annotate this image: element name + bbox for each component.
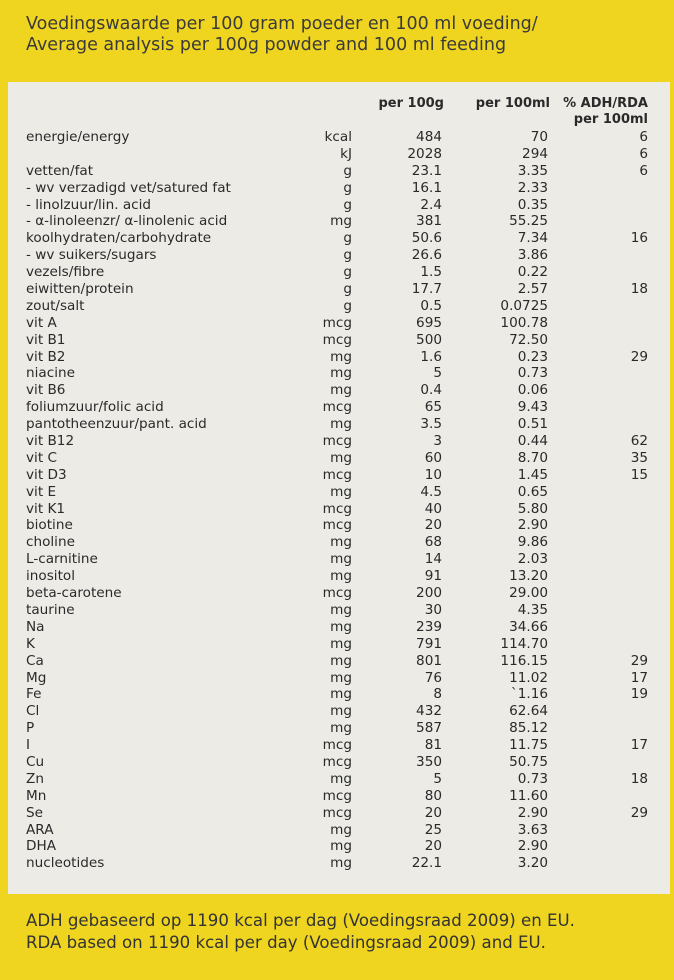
table-row bbox=[8, 247, 670, 264]
nutrient-name: eiwitten/protein bbox=[26, 281, 134, 298]
value-per-100g: 22.1 bbox=[411, 855, 442, 872]
value-per-100ml: 3.63 bbox=[517, 821, 548, 838]
value-per-100ml: 85.12 bbox=[509, 720, 548, 737]
value-rda-percent: 6 bbox=[639, 145, 648, 162]
nutrient-name: Cu bbox=[26, 753, 45, 770]
value-per-100g: 10 bbox=[424, 466, 442, 483]
table-row bbox=[8, 619, 670, 636]
nutrient-name: beta-carotene bbox=[26, 585, 122, 602]
value-per-100g: 76 bbox=[424, 669, 442, 686]
value-per-100ml: `1.16 bbox=[510, 686, 548, 703]
value-per-100ml: 5.80 bbox=[517, 500, 548, 517]
value-rda-percent: 16 bbox=[630, 230, 648, 247]
nutrient-name: foliumzuur/folic acid bbox=[26, 399, 164, 416]
table-row bbox=[8, 602, 670, 619]
value-per-100g: 91 bbox=[424, 568, 442, 585]
value-per-100g: 3.5 bbox=[420, 416, 442, 433]
value-rda-percent: 29 bbox=[630, 652, 648, 669]
table-row bbox=[8, 551, 670, 568]
nutrient-unit: mcg bbox=[322, 804, 352, 821]
table-row bbox=[8, 517, 670, 534]
value-per-100g: 14 bbox=[424, 551, 442, 568]
nutrient-unit: mg bbox=[330, 382, 352, 399]
value-rda-percent: 6 bbox=[639, 129, 648, 145]
value-per-100ml: 9.86 bbox=[517, 534, 548, 551]
value-per-100ml: 0.73 bbox=[517, 770, 548, 787]
value-per-100g: 26.6 bbox=[411, 247, 442, 264]
value-per-100g: 1.5 bbox=[420, 264, 442, 281]
table-row bbox=[8, 264, 670, 281]
value-per-100g: 5 bbox=[433, 365, 442, 382]
nutrient-name: Se bbox=[26, 804, 43, 821]
table-row bbox=[8, 315, 670, 332]
nutrient-name: vit D3 bbox=[26, 466, 67, 483]
nutrient-name: ARA bbox=[26, 821, 54, 838]
nutrient-unit: mg bbox=[330, 213, 352, 230]
value-per-100g: 80 bbox=[424, 787, 442, 804]
value-per-100g: 4.5 bbox=[420, 483, 442, 500]
value-per-100ml: 0.65 bbox=[517, 483, 548, 500]
table-row bbox=[8, 737, 670, 754]
value-per-100ml: 9.43 bbox=[517, 399, 548, 416]
value-per-100g: 200 bbox=[416, 585, 442, 602]
value-per-100g: 791 bbox=[416, 635, 442, 652]
value-per-100ml: 3.35 bbox=[517, 162, 548, 179]
value-per-100ml: 100.78 bbox=[500, 314, 548, 331]
nutrient-name: niacine bbox=[26, 365, 75, 382]
nutrient-name: vit E bbox=[26, 483, 57, 500]
value-per-100ml: 70 bbox=[530, 129, 548, 145]
table-row bbox=[8, 180, 670, 197]
table-row bbox=[8, 146, 670, 163]
value-per-100g: 801 bbox=[416, 652, 442, 669]
value-per-100ml: 11.60 bbox=[509, 787, 548, 804]
nutrient-name: Zn bbox=[26, 770, 44, 787]
value-per-100g: 20 bbox=[424, 517, 442, 534]
value-per-100g: 0.4 bbox=[420, 382, 442, 399]
table-row bbox=[8, 298, 670, 315]
column-header-per-100g: per 100g bbox=[378, 96, 444, 111]
table-row bbox=[8, 754, 670, 771]
value-per-100ml: 2.33 bbox=[517, 179, 548, 196]
nutrient-unit: mg bbox=[330, 601, 352, 618]
label-footer bbox=[26, 910, 666, 953]
table-header-row bbox=[8, 96, 670, 129]
value-per-100ml: 55.25 bbox=[509, 213, 548, 230]
nutrient-name: vit B6 bbox=[26, 382, 66, 399]
value-per-100ml: 1.45 bbox=[517, 466, 548, 483]
value-rda-percent: 18 bbox=[630, 281, 648, 298]
nutrient-unit: g bbox=[343, 281, 352, 298]
table-row bbox=[8, 197, 670, 214]
column-header-rda-line1: % ADH/RDA bbox=[563, 96, 648, 111]
value-rda-percent: 6 bbox=[639, 162, 648, 179]
value-per-100g: 16.1 bbox=[411, 179, 442, 196]
value-per-100g: 40 bbox=[424, 500, 442, 517]
table-row bbox=[8, 129, 670, 146]
column-header-rda bbox=[563, 96, 648, 128]
nutrient-unit: mcg bbox=[322, 331, 352, 348]
value-per-100ml: 34.66 bbox=[509, 618, 548, 635]
nutrient-name: Fe bbox=[26, 686, 42, 703]
nutrient-unit: mcg bbox=[322, 517, 352, 534]
value-per-100ml: 0.44 bbox=[517, 433, 548, 450]
value-per-100ml: 29.00 bbox=[509, 585, 548, 602]
nutrient-unit: mg bbox=[330, 770, 352, 787]
nutrient-unit: mcg bbox=[322, 585, 352, 602]
nutrient-name: zout/salt bbox=[26, 297, 85, 314]
nutrient-name: Na bbox=[26, 618, 45, 635]
value-per-100ml: 0.0725 bbox=[500, 297, 548, 314]
value-per-100ml: 0.51 bbox=[517, 416, 548, 433]
table-row bbox=[8, 534, 670, 551]
value-per-100g: 30 bbox=[424, 601, 442, 618]
value-rda-percent: 18 bbox=[630, 770, 648, 787]
value-per-100g: 3 bbox=[433, 433, 442, 450]
table-row bbox=[8, 653, 670, 670]
table-row bbox=[8, 686, 670, 703]
nutrient-name: biotine bbox=[26, 517, 73, 534]
nutrient-unit: kcal bbox=[324, 129, 352, 145]
value-per-100g: 8 bbox=[433, 686, 442, 703]
nutrient-name: K bbox=[26, 635, 35, 652]
nutrient-name: - wv suikers/sugars bbox=[26, 247, 157, 264]
value-per-100ml: 0.06 bbox=[517, 382, 548, 399]
nutrient-name: Mn bbox=[26, 787, 47, 804]
value-per-100ml: 2.90 bbox=[517, 804, 548, 821]
nutrient-unit: mcg bbox=[322, 753, 352, 770]
table-row bbox=[8, 433, 670, 450]
nutrient-unit: mcg bbox=[322, 314, 352, 331]
nutrient-unit: g bbox=[343, 162, 352, 179]
nutrient-unit: mg bbox=[330, 821, 352, 838]
table-row bbox=[8, 213, 670, 230]
table-row bbox=[8, 855, 670, 872]
header-line-english: Average analysis per 100g powder and 100 ml feeding bbox=[26, 35, 507, 55]
value-per-100ml: 294 bbox=[522, 145, 548, 162]
value-per-100g: 17.7 bbox=[411, 281, 442, 298]
value-rda-percent: 29 bbox=[630, 348, 648, 365]
nutrient-name: taurine bbox=[26, 601, 75, 618]
table-row bbox=[8, 467, 670, 484]
nutrient-unit: g bbox=[343, 264, 352, 281]
table-row bbox=[8, 349, 670, 366]
value-per-100ml: 2.90 bbox=[517, 517, 548, 534]
value-per-100ml: 3.86 bbox=[517, 247, 548, 264]
value-per-100ml: 2.03 bbox=[517, 551, 548, 568]
nutrient-unit: mg bbox=[330, 483, 352, 500]
nutrient-unit: mg bbox=[330, 720, 352, 737]
table-row bbox=[8, 230, 670, 247]
nutrient-name: vit C bbox=[26, 449, 57, 466]
nutrient-name: vit A bbox=[26, 314, 57, 331]
nutrient-unit: g bbox=[343, 247, 352, 264]
table-row bbox=[8, 382, 670, 399]
value-per-100g: 239 bbox=[416, 618, 442, 635]
table-row bbox=[8, 838, 670, 855]
nutrient-unit: mcg bbox=[322, 787, 352, 804]
value-per-100g: 65 bbox=[424, 399, 442, 416]
footer-line-dutch: ADH gebaseerd op 1190 kcal per dag (Voedingsraad 2009) en EU. bbox=[26, 911, 575, 930]
nutrition-panel bbox=[8, 82, 670, 894]
value-rda-percent: 29 bbox=[630, 804, 648, 821]
nutrient-unit: mg bbox=[330, 635, 352, 652]
table-row bbox=[8, 450, 670, 467]
column-header-rda-line2: per 100ml bbox=[573, 112, 648, 127]
table-row bbox=[8, 163, 670, 180]
nutrient-unit: g bbox=[343, 179, 352, 196]
nutrient-name: choline bbox=[26, 534, 75, 551]
value-per-100ml: 114.70 bbox=[500, 635, 548, 652]
nutrient-unit: g bbox=[343, 297, 352, 314]
value-per-100ml: 0.35 bbox=[517, 196, 548, 213]
nutrient-unit: mg bbox=[330, 551, 352, 568]
value-rda-percent: 15 bbox=[630, 466, 648, 483]
value-per-100ml: 50.75 bbox=[509, 753, 548, 770]
value-per-100ml: 72.50 bbox=[509, 331, 548, 348]
nutrient-unit: mcg bbox=[322, 500, 352, 517]
nutrient-unit: mg bbox=[330, 669, 352, 686]
nutrient-unit: mcg bbox=[322, 399, 352, 416]
nutrient-unit: mcg bbox=[322, 433, 352, 450]
value-per-100g: 695 bbox=[416, 314, 442, 331]
table-row bbox=[8, 670, 670, 687]
value-per-100ml: 13.20 bbox=[509, 568, 548, 585]
nutrient-name: vit B1 bbox=[26, 331, 66, 348]
value-per-100ml: 11.75 bbox=[509, 737, 548, 754]
value-per-100g: 81 bbox=[424, 737, 442, 754]
value-per-100ml: 116.15 bbox=[500, 652, 548, 669]
value-rda-percent: 62 bbox=[630, 433, 648, 450]
value-per-100ml: 0.22 bbox=[517, 264, 548, 281]
value-per-100ml: 4.35 bbox=[517, 601, 548, 618]
nutrient-name: vit B2 bbox=[26, 348, 66, 365]
nutrient-name: Mg bbox=[26, 669, 47, 686]
table-row bbox=[8, 501, 670, 518]
value-per-100ml: 62.64 bbox=[509, 703, 548, 720]
value-per-100g: 587 bbox=[416, 720, 442, 737]
value-per-100g: 68 bbox=[424, 534, 442, 551]
value-per-100g: 500 bbox=[416, 331, 442, 348]
value-per-100g: 50.6 bbox=[411, 230, 442, 247]
value-per-100g: 20 bbox=[424, 804, 442, 821]
value-per-100g: 23.1 bbox=[411, 162, 442, 179]
value-rda-percent: 17 bbox=[630, 669, 648, 686]
value-per-100g: 2.4 bbox=[420, 196, 442, 213]
value-per-100ml: 11.02 bbox=[509, 669, 548, 686]
table-row bbox=[8, 365, 670, 382]
value-per-100ml: 8.70 bbox=[517, 449, 548, 466]
nutrient-name: vetten/fat bbox=[26, 162, 94, 179]
nutrient-name: vit B12 bbox=[26, 433, 75, 450]
value-rda-percent: 35 bbox=[630, 449, 648, 466]
footer-line-english: RDA based on 1190 kcal per day (Voedingsraad 2009) and EU. bbox=[26, 932, 546, 952]
value-per-100g: 432 bbox=[416, 703, 442, 720]
nutrient-name: - α-linoleenzr/ α-linolenic acid bbox=[26, 213, 228, 230]
table-row bbox=[8, 822, 670, 839]
nutrient-unit: mg bbox=[330, 416, 352, 433]
value-per-100ml: 7.34 bbox=[517, 230, 548, 247]
nutrient-unit: g bbox=[343, 196, 352, 213]
label-header bbox=[26, 14, 656, 56]
header-line-dutch: Voedingswaarde per 100 gram poeder en 100 ml voeding/ bbox=[26, 14, 538, 34]
table-row bbox=[8, 771, 670, 788]
value-per-100g: 5 bbox=[433, 770, 442, 787]
table-row bbox=[8, 484, 670, 501]
value-per-100g: 484 bbox=[416, 129, 442, 145]
table-row bbox=[8, 281, 670, 298]
nutrition-table bbox=[8, 96, 670, 872]
nutrient-unit: mg bbox=[330, 348, 352, 365]
nutrient-name: vit K1 bbox=[26, 500, 66, 517]
value-per-100g: 350 bbox=[416, 753, 442, 770]
nutrient-name: - wv verzadigd vet/satured fat bbox=[26, 179, 231, 196]
value-per-100ml: 0.23 bbox=[517, 348, 548, 365]
nutrient-name: inositol bbox=[26, 568, 75, 585]
nutrient-unit: g bbox=[343, 230, 352, 247]
table-row bbox=[8, 805, 670, 822]
nutrient-name: DHA bbox=[26, 838, 56, 855]
nutrient-name: I bbox=[26, 737, 31, 754]
value-per-100ml: 3.20 bbox=[517, 855, 548, 872]
nutrient-name: pantotheenzuur/pant. acid bbox=[26, 416, 207, 433]
value-per-100g: 2028 bbox=[407, 145, 442, 162]
nutrient-name: P bbox=[26, 720, 35, 737]
nutrient-unit: mg bbox=[330, 618, 352, 635]
nutrient-unit: kJ bbox=[340, 145, 352, 162]
table-row bbox=[8, 720, 670, 737]
table-row bbox=[8, 703, 670, 720]
value-per-100ml: 0.73 bbox=[517, 365, 548, 382]
table-row bbox=[8, 416, 670, 433]
table-row bbox=[8, 585, 670, 602]
nutrient-unit: mg bbox=[330, 534, 352, 551]
nutrient-name: - linolzuur/lin. acid bbox=[26, 196, 152, 213]
nutrient-unit: mg bbox=[330, 568, 352, 585]
nutrient-unit: mg bbox=[330, 838, 352, 855]
nutrient-unit: mg bbox=[330, 449, 352, 466]
nutrient-unit: mcg bbox=[322, 466, 352, 483]
value-per-100g: 20 bbox=[424, 838, 442, 855]
table-row bbox=[8, 332, 670, 349]
table-row bbox=[8, 568, 670, 585]
nutrient-name: Ca bbox=[26, 652, 44, 669]
table-row bbox=[8, 636, 670, 653]
value-per-100ml: 2.90 bbox=[517, 838, 548, 855]
value-per-100g: 0.5 bbox=[420, 297, 442, 314]
nutrient-name: nucleotides bbox=[26, 855, 105, 872]
nutrient-name: vezels/fibre bbox=[26, 264, 105, 281]
nutrient-unit: mg bbox=[330, 686, 352, 703]
nutrient-unit: mcg bbox=[322, 737, 352, 754]
value-per-100g: 1.6 bbox=[420, 348, 442, 365]
table-row bbox=[8, 399, 670, 416]
value-per-100g: 381 bbox=[416, 213, 442, 230]
nutrient-unit: mg bbox=[330, 703, 352, 720]
nutrient-name: energie/energy bbox=[26, 129, 130, 145]
column-header-per-100ml: per 100ml bbox=[475, 96, 550, 111]
nutrient-name: Cl bbox=[26, 703, 40, 720]
value-per-100g: 25 bbox=[424, 821, 442, 838]
nutrient-name: L-carnitine bbox=[26, 551, 98, 568]
table-row bbox=[8, 788, 670, 805]
nutrient-unit: mg bbox=[330, 365, 352, 382]
nutrient-unit: mg bbox=[330, 855, 352, 872]
value-per-100ml: 2.57 bbox=[517, 281, 548, 298]
value-per-100g: 60 bbox=[424, 449, 442, 466]
value-rda-percent: 17 bbox=[630, 737, 648, 754]
nutrient-unit: mg bbox=[330, 652, 352, 669]
nutrient-name: koolhydraten/carbohydrate bbox=[26, 230, 212, 247]
value-rda-percent: 19 bbox=[630, 686, 648, 703]
